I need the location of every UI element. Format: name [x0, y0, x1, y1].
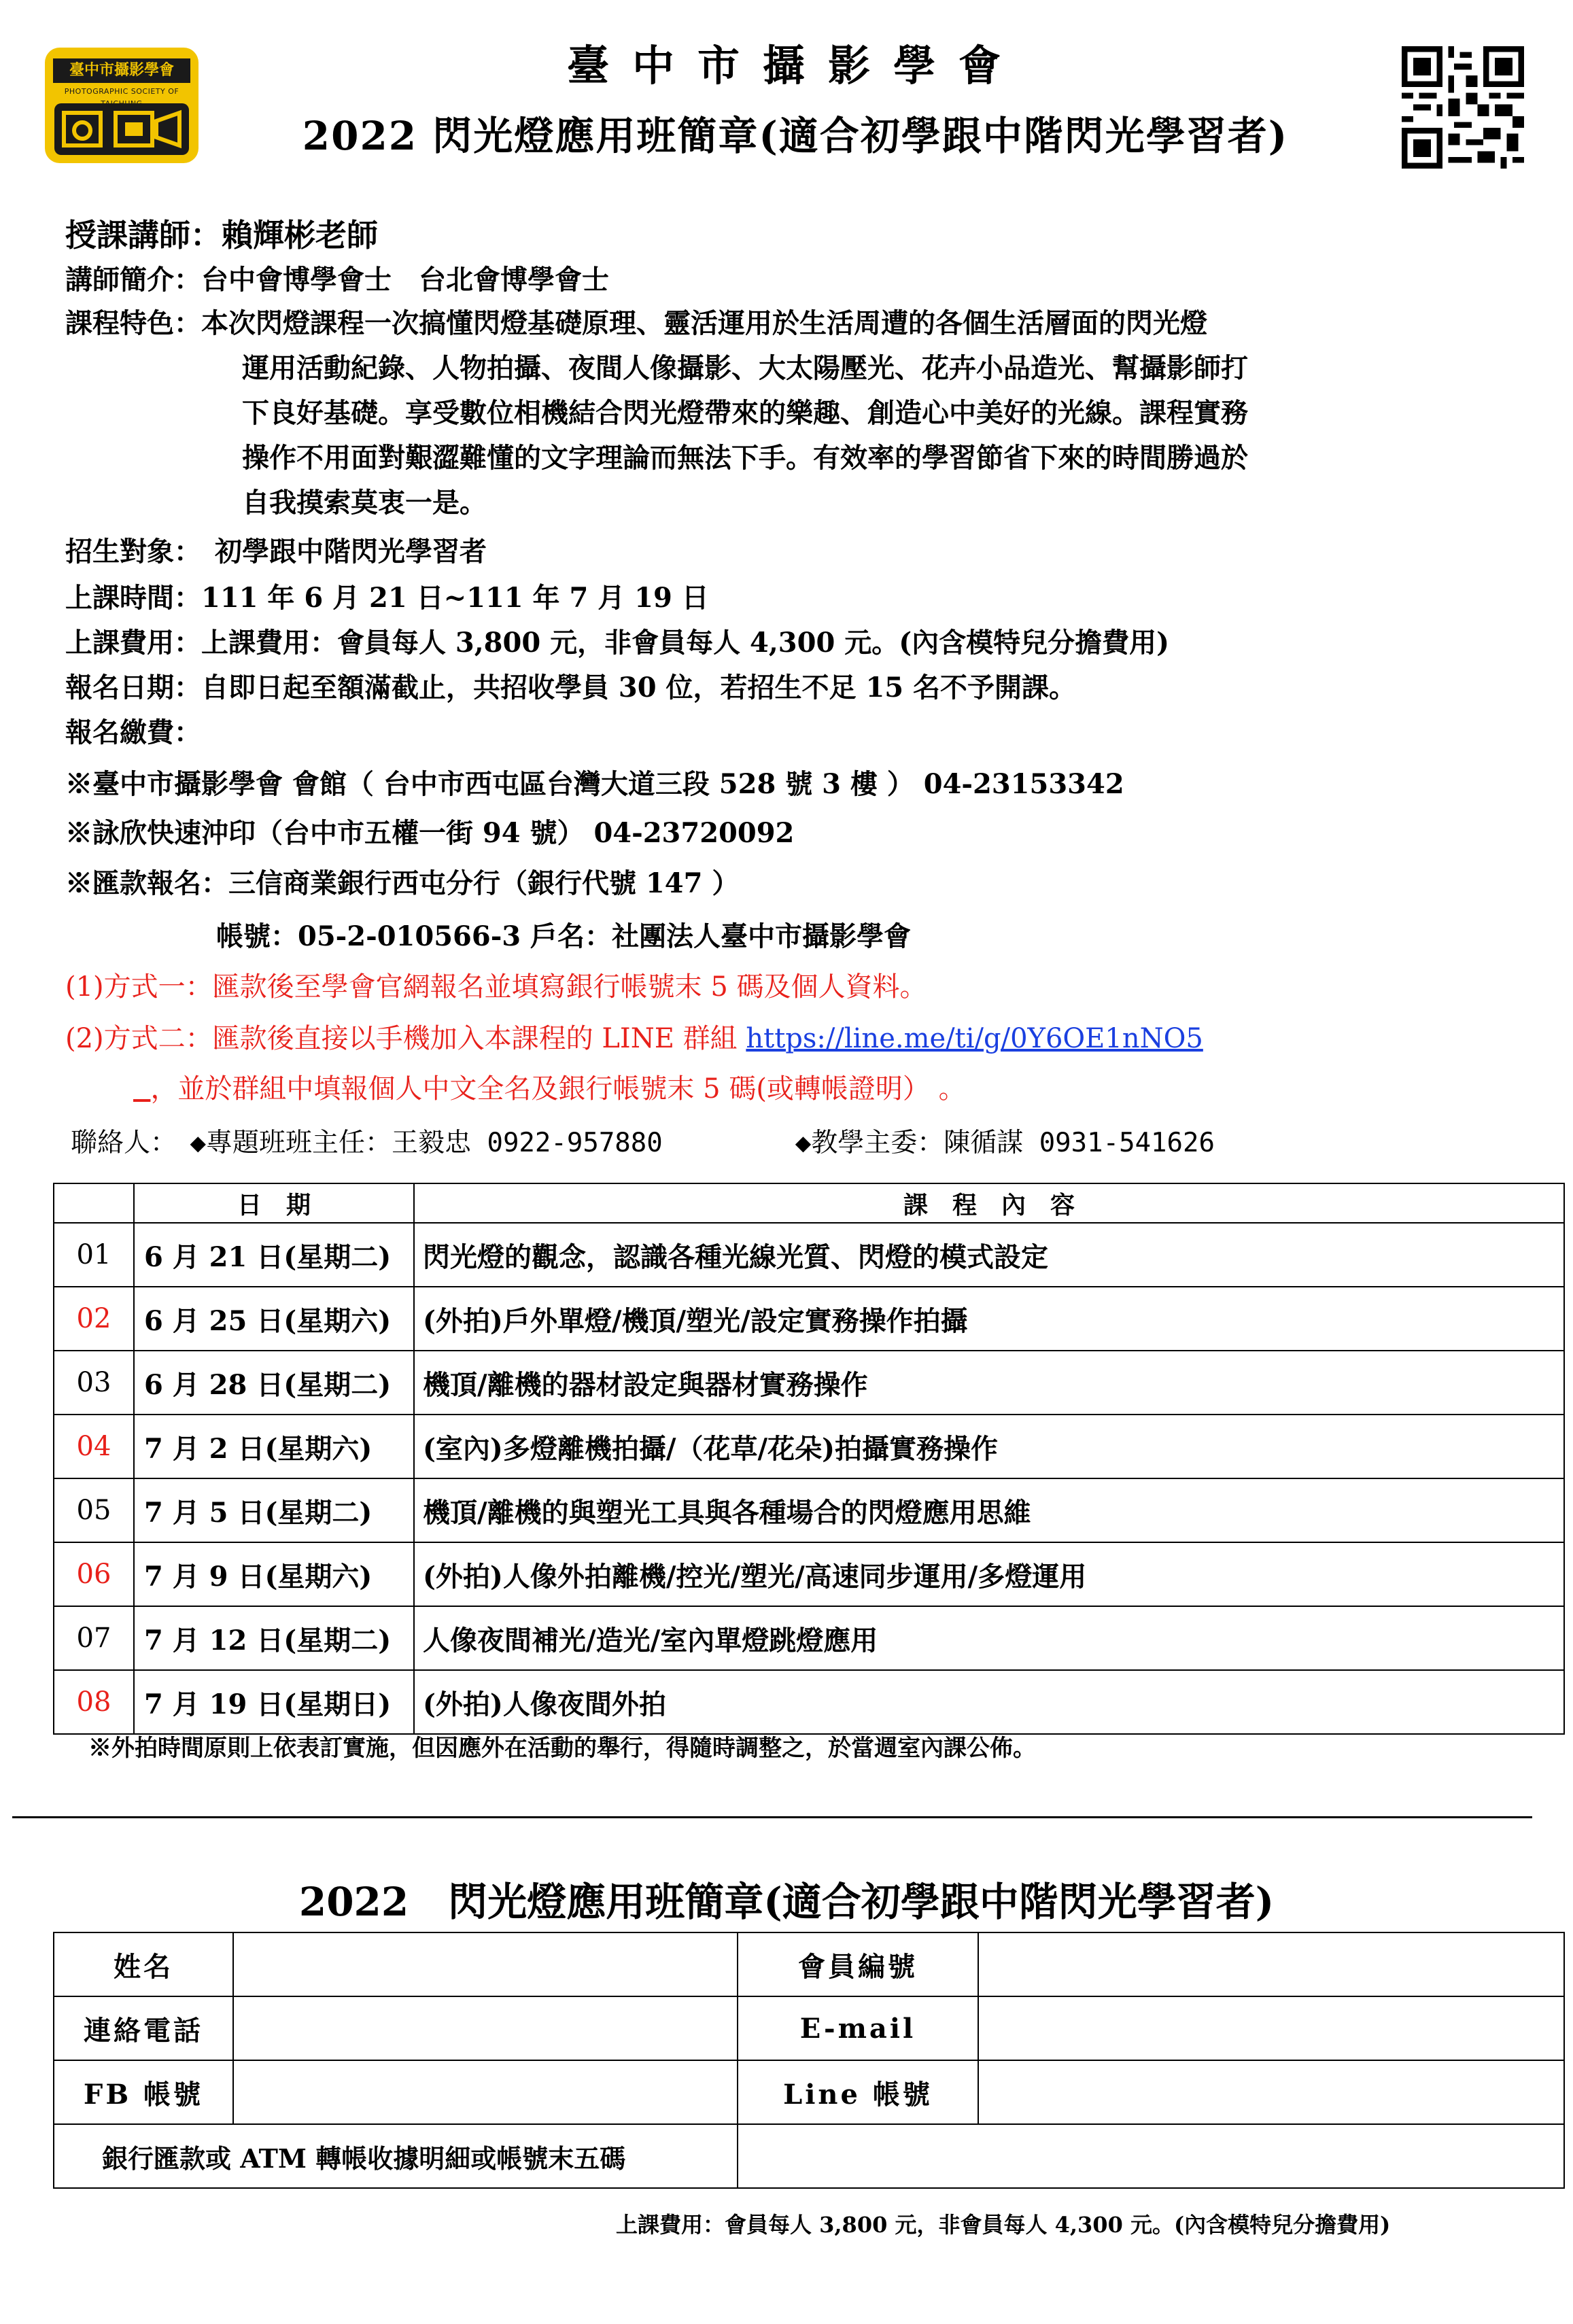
table-row — [54, 1287, 1564, 1351]
signup-method-2 — [65, 1020, 1203, 1058]
header-number — [54, 1183, 134, 1223]
member-number-label: 會員編號 — [738, 1932, 978, 1996]
signup-date: 報名日期：自即日起至額滿截止，共招收學員 30 位，若招生不足 15 名不予開課。 — [65, 672, 1077, 704]
session-number: 03 — [54, 1351, 134, 1415]
class-time: 上課時間：111 年 6 月 21 日~111 年 7 月 19 日 — [65, 582, 709, 614]
course-features-line-1: 課程特色：本次閃燈課程一次搞懂閃燈基礎原理、靈活運用於生活周遭的各個生活層面的閃光燈 — [65, 307, 1207, 339]
table-row — [54, 1415, 1564, 1478]
bank-receipt-field[interactable] — [738, 2124, 1564, 2188]
contact-line: 聯絡人： ◆專題班班主任：王毅忠 0922-957880 ◆教學主委：陳循謀 0931-541626 — [71, 1128, 1215, 1158]
course-title: 2022 閃光燈應用班簡章(適合初學跟中階閃光學習者) — [302, 113, 1289, 159]
line-group-link[interactable]: https://line.me/ti/g/0Y6OE1nNO5 — [746, 1023, 1203, 1054]
table-row — [54, 1670, 1564, 1734]
camera-icon — [54, 103, 189, 155]
session-topic: (外拍)人像夜間外拍 — [414, 1670, 1564, 1734]
bank-account: 帳號：05-2-010566-3 戶名：社團法人臺中市攝影學會 — [216, 920, 912, 952]
signup-method-2-text: (2)方式二：匯款後直接以手機加入本課程的 LINE 群組 — [65, 1023, 746, 1054]
course-features-line-5: 自我摸索莫衷一是。 — [242, 487, 487, 519]
name-field[interactable] — [233, 1932, 738, 1996]
header-date: 日 期 — [134, 1183, 414, 1223]
session-number: 02 — [54, 1287, 134, 1351]
form-title: 2022 閃光燈應用班簡章(適合初學跟中階閃光學習者) — [298, 1879, 1275, 1925]
form-row — [54, 2060, 1564, 2124]
session-date: 6 月 28 日(星期二) — [134, 1351, 414, 1415]
fb-field[interactable] — [233, 2060, 738, 2124]
session-topic: 人像夜間補光/造光/室內單燈跳燈應用 — [414, 1606, 1564, 1670]
bank-receipt-label: 銀行匯款或 ATM 轉帳收據明細或帳號末五碼 — [54, 2124, 738, 2188]
session-date: 7 月 19 日(星期日) — [134, 1670, 414, 1734]
table-row — [54, 1351, 1564, 1415]
session-date: 7 月 12 日(星期二) — [134, 1606, 414, 1670]
class-fee: 上課費用：上課費用：會員每人 3,800 元，非會員每人 4,300 元。(內含模特兒分擔費用) — [65, 627, 1170, 659]
member-number-field[interactable] — [978, 1932, 1564, 1996]
fee-footnote: 上課費用：會員每人 3,800 元，非會員每人 4,300 元。(內含模特兒分擔費用) — [616, 2212, 1391, 2238]
session-date: 6 月 25 日(星期六) — [134, 1287, 414, 1351]
session-number: 08 — [54, 1670, 134, 1734]
header-topic: 課 程 內 容 — [414, 1183, 1564, 1223]
session-number: 04 — [54, 1415, 134, 1478]
name-label: 姓名 — [54, 1932, 233, 1996]
phone-field[interactable] — [233, 1996, 738, 2060]
instructor-bio: 講師簡介：台中會博學會士 台北會博學會士 — [65, 264, 609, 296]
qr-code[interactable] — [1402, 46, 1524, 169]
signup-method-2-continued-text: ，並於群組中填報個人中文全名及銀行帳號末 5 碼(或轉帳證明） 。 — [150, 1073, 966, 1105]
table-row — [54, 1478, 1564, 1542]
cut-divider — [12, 1816, 1532, 1818]
form-row — [54, 1932, 1564, 1996]
fb-label: FB 帳號 — [54, 2060, 233, 2124]
venue-photo-shop: ※詠欣快速沖印（台中市五權一街 94 號） 04-23720092 — [65, 817, 795, 849]
signup-method-2-continued — [133, 1070, 966, 1108]
registration-form — [53, 1932, 1565, 2189]
course-features-line-3: 下良好基礎。享受數位相機結合閃光燈帶來的樂趣、創造心中美好的光線。課程實務 — [242, 397, 1248, 429]
session-number: 06 — [54, 1542, 134, 1606]
line-id-field[interactable] — [978, 2060, 1564, 2124]
session-number: 05 — [54, 1478, 134, 1542]
course-features-line-2: 運用活動紀錄、人物拍攝、夜間人像攝影、大太陽壓光、花卉小品造光、幫攝影師打 — [242, 352, 1248, 384]
signup-method-1: (1)方式一：匯款後至學會官網報名並填寫銀行帳號末 5 碼及個人資料。 — [65, 971, 927, 1003]
phone-label: 連絡電話 — [54, 1996, 233, 2060]
schedule-table — [53, 1183, 1565, 1735]
organization-title: 臺中市攝影學會 — [566, 41, 1024, 90]
schedule-header-row — [54, 1183, 1564, 1223]
session-topic: 機頂/離機的器材設定與器材實務操作 — [414, 1351, 1564, 1415]
venue-society-hall: ※臺中市攝影學會 會館（ 台中市西屯區台灣大道三段 528 號 3 樓 ） 04-23153342 — [65, 768, 1124, 800]
email-label: E-mail — [738, 1996, 978, 2060]
session-number: 07 — [54, 1606, 134, 1670]
session-date: 7 月 2 日(星期六) — [134, 1415, 414, 1478]
session-date: 7 月 9 日(星期六) — [134, 1542, 414, 1606]
session-date: 7 月 5 日(星期二) — [134, 1478, 414, 1542]
table-row — [54, 1542, 1564, 1606]
email-field[interactable] — [978, 1996, 1564, 2060]
session-topic: (外拍)戶外單燈/機頂/塑光/設定實務操作拍攝 — [414, 1287, 1564, 1351]
outdoor-schedule-note: ※外拍時間原則上依表訂實施，但因應外在活動的舉行，得隨時調整之，於當週室內課公佈。 — [88, 1735, 1036, 1762]
session-number: 01 — [54, 1223, 134, 1287]
table-row — [54, 1223, 1564, 1287]
course-features-line-4: 操作不用面對艱澀難懂的文字理論而無法下手。有效率的學習節省下來的時間勝過於 — [242, 442, 1248, 474]
payment-label: 報名繳費： — [65, 716, 201, 748]
session-topic: 閃光燈的觀念，認識各種光線光質、閃燈的模式設定 — [414, 1223, 1564, 1287]
logo-title: 臺中市攝影學會 — [53, 58, 190, 83]
form-row — [54, 2124, 1564, 2188]
session-date: 6 月 21 日(星期二) — [134, 1223, 414, 1287]
instructor-line: 授課講師：賴輝彬老師 — [65, 217, 378, 254]
society-logo — [45, 48, 198, 163]
session-topic: (外拍)人像外拍離機/控光/塑光/高速同步運用/多燈運用 — [414, 1542, 1564, 1606]
logo-subtitle: PHOTOGRAPHIC SOCIETY OF — [64, 87, 179, 96]
form-row — [54, 1996, 1564, 2060]
target-audience: 招生對象： 初學跟中階閃光學習者 — [65, 536, 487, 568]
session-topic: (室內)多燈離機拍攝/（花草/花朵)拍攝實務操作 — [414, 1415, 1564, 1478]
table-row — [54, 1606, 1564, 1670]
session-topic: 機頂/離機的與塑光工具與各種場合的閃燈應用思維 — [414, 1478, 1564, 1542]
bank-transfer: ※匯款報名：三信商業銀行西屯分行（銀行代號 147 ） — [65, 867, 740, 899]
line-id-label: Line 帳號 — [738, 2060, 978, 2124]
